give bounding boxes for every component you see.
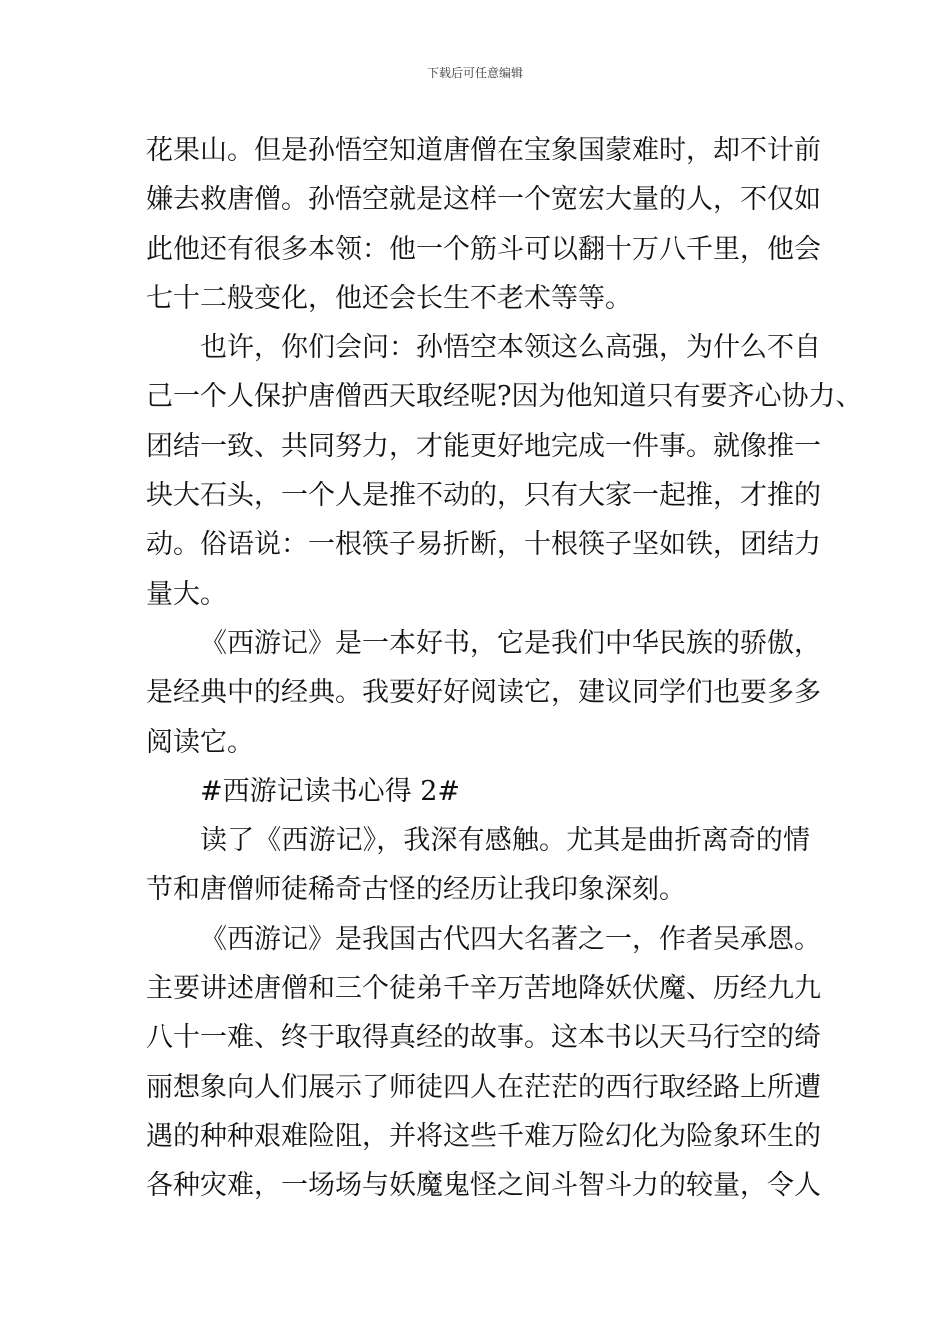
text-line: 《西游记》是我国古代四大名著之一，作者吴承恩。 [200,923,821,955]
section-heading: #西游记读书心得 2# [200,775,461,807]
text-line: 丽想象向人们展示了师徒四人在茫茫的西行取经路上所遭 [146,1071,821,1103]
text-line: 块大石头，一个人是推不动的，只有大家一起推，才推的 [146,480,821,512]
document-body [146,126,863,1211]
text-line: 遇的种种艰难险阻，并将这些千难万险幻化为险象环生的 [146,1120,821,1152]
text-line: 主要讲述唐僧和三个徒弟千辛万苦地降妖伏魔、历经九九 [146,973,821,1005]
text-line: 七十二般变化，他还会长生不老术等等。 [146,282,632,314]
text-line: 花果山。但是孙悟空知道唐僧在宝象国蒙难时，却不计前 [146,135,821,166]
text-line: 嫌去救唐僧。孙悟空就是这样一个宽宏大量的人，不仅如 [146,184,821,216]
text-line: 八十一难、终于取得真经的故事。这本书以天马行空的绮 [146,1022,821,1054]
text-line: 节和唐僧师徒稀奇古怪的经历让我印象深刻。 [146,874,686,906]
text-line: 读了《西游记》，我深有感触。尤其是曲折离奇的情 [200,825,810,857]
text-line: 动。俗语说：一根筷子易折断，十根筷子坚如铁，团结力 [146,529,821,561]
page-header: 下载后可任意编辑 [426,66,523,80]
text-line: 己一个人保护唐僧西天取经呢?因为他知道只有要齐心协力、 [146,381,863,413]
text-line: 此他还有很多本领：他一个筋斗可以翻十万八千里，他会 [146,233,821,265]
text-line: 团结一致、共同努力，才能更好地完成一件事。就像推一 [146,430,821,462]
text-line: 是经典中的经典。我要好好阅读它，建议同学们也要多多 [146,677,821,709]
text-line: 《西游记》是一本好书，它是我们中华民族的骄傲， [200,627,821,659]
text-line: 量大。 [146,578,227,610]
text-line: 也许，你们会问：孙悟空本领这么高强，为什么不自 [200,332,821,364]
text-line: 各种灾难，一场场与妖魔鬼怪之间斗智斗力的较量，令人 [146,1170,821,1202]
text-line: 阅读它。 [146,726,254,758]
